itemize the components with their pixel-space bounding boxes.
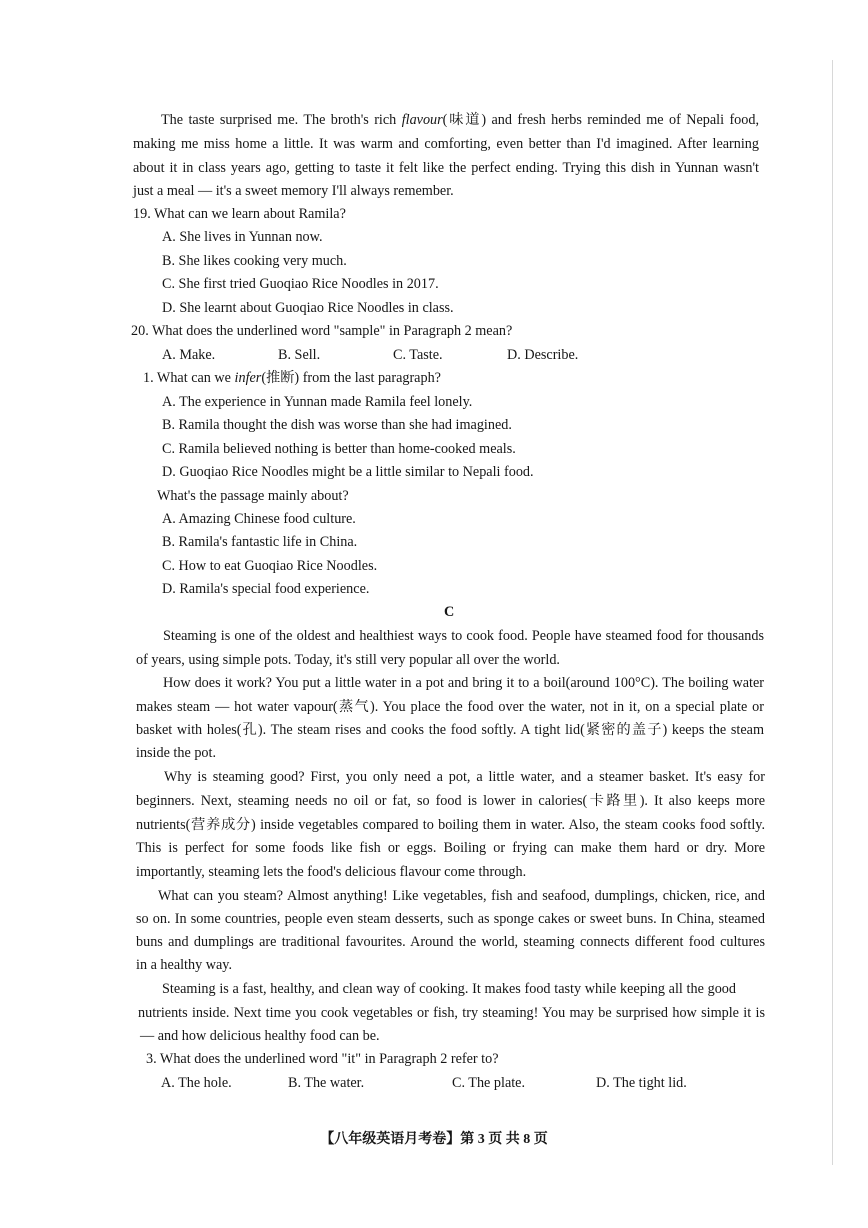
passage-c-line: basket with holes(孔). The steam rises and cooks the food softly. A tight lid(紧密的盖子) keeps the steam	[136, 722, 764, 738]
question-23-stem: 3. What does the underlined word "it" in Paragraph 2 refer to?	[146, 1051, 499, 1067]
question-22-stem: What's the passage mainly about?	[157, 488, 349, 504]
passage-c-line: in a healthy way.	[136, 957, 232, 973]
question-21-stem	[143, 369, 441, 387]
question-22-option-d: D. Ramila's special food experience.	[162, 581, 370, 597]
question-19-option-a: A. She lives in Yunnan now.	[162, 229, 323, 245]
question-22-option-a: A. Amazing Chinese food culture.	[162, 511, 356, 527]
question-23-option-b: B. The water.	[288, 1075, 365, 1091]
text-run: The taste surprised me. The broth's rich	[161, 112, 402, 128]
italic-word: infer	[234, 370, 262, 386]
question-23-option-c: C. The plate.	[452, 1075, 526, 1091]
passage-c-line: Why is steaming good? First, you only need a pot, a little water, and a steamer basket. It's easy for	[164, 769, 765, 785]
question-19-stem: 19. What can we learn about Ramila?	[133, 206, 346, 222]
question-20-option-d: D. Describe.	[507, 347, 579, 363]
passage-c-line: makes steam — hot water vapour(蒸气). You place the food over the water, not in it, on a special plate or	[136, 699, 764, 715]
text-run: (推断) from the last paragraph?	[261, 370, 441, 386]
question-20-option-a: A. Make.	[162, 347, 216, 363]
passage-c-line: buns and dumplings are traditional favourites. Around the world, steaming connects different food cultures	[136, 934, 765, 950]
text-run: (味道) and fresh herbs reminded me of Nepali food,	[442, 112, 759, 128]
passage-c-line: What can you steam? Almost anything! Like vegetables, fish and seafood, dumplings, chicken, rice, and	[158, 888, 765, 904]
text-run: 1. What can we	[143, 370, 235, 386]
page-edge-line	[832, 60, 833, 1165]
question-22-option-c: C. How to eat Guoqiao Rice Noodles.	[162, 558, 378, 574]
question-21-option-d: D. Guoqiao Rice Noodles might be a little similar to Nepali food.	[162, 464, 534, 480]
passage-c-line: nutrients inside. Next time you cook vegetables or fish, try steaming! You may be surprised how simple it is	[138, 1005, 765, 1021]
question-21-option-c: C. Ramila believed nothing is better than home-cooked meals.	[162, 441, 516, 457]
passage-b-line-2: making me miss home a little. It was warm and comforting, even better than I'd imagined. After learning	[133, 136, 759, 152]
passage-c-line: of years, using simple pots. Today, it's still very popular all over the world.	[136, 652, 560, 668]
passage-c-line: How does it work? You put a little water in a pot and bring it to a boil(around 100°C). The boiling water	[163, 675, 764, 691]
question-19-option-d: D. She learnt about Guoqiao Rice Noodles in class.	[162, 300, 454, 316]
question-20-option-c: C. Taste.	[393, 347, 443, 363]
page-footer: 【八年级英语月考卷】第 3 页 共 8 页	[320, 1132, 548, 1147]
section-c-heading: C	[444, 604, 455, 620]
question-21-option-a: A. The experience in Yunnan made Ramila feel lonely.	[162, 394, 473, 410]
question-20-option-b: B. Sell.	[278, 347, 321, 363]
passage-c-line: inside the pot.	[136, 745, 216, 761]
question-21-option-b: B. Ramila thought the dish was worse than she had imagined.	[162, 417, 512, 433]
passage-c-line: nutrients(营养成分) inside vegetables compared to boiling them in water. Also, the steam cooks food softly.	[136, 817, 765, 833]
italic-word: flavour	[401, 112, 443, 128]
passage-c-line: beginners. Next, steaming needs no oil or fat, so food is lower in calories(卡路里). It also keeps more	[136, 793, 765, 809]
question-19-option-c: C. She first tried Guoqiao Rice Noodles in 2017.	[162, 276, 439, 292]
passage-c-line: Steaming is a fast, healthy, and clean way of cooking. It makes food tasty while keeping all the good	[162, 981, 736, 997]
passage-b-line-4: just a meal — it's a sweet memory I'll always remember.	[133, 183, 454, 199]
question-20-stem: 20. What does the underlined word "sample" in Paragraph 2 mean?	[131, 323, 513, 339]
question-23-option-d: D. The tight lid.	[596, 1075, 687, 1091]
passage-c-line: so on. In some countries, people even steam desserts, such as sponge cakes or sweet buns. In China, steamed	[136, 911, 765, 927]
passage-b-line-1	[161, 111, 759, 129]
passage-c-line: This is perfect for some foods like fish or eggs. Boiling or frying can make them hard or dry. More	[136, 840, 765, 856]
passage-c-line: importantly, steaming lets the food's delicious flavour come through.	[136, 864, 527, 880]
question-19-option-b: B. She likes cooking very much.	[162, 253, 347, 269]
passage-c-line: Steaming is one of the oldest and healthiest ways to cook food. People have steamed food for thousands	[163, 628, 764, 644]
question-23-option-a: A. The hole.	[161, 1075, 232, 1091]
passage-c-line: — and how delicious healthy food can be.	[140, 1028, 380, 1044]
passage-b-line-3: about it in class years ago, getting to taste it felt like the perfect ending. Trying this dish in Yunnan wasn't	[133, 160, 759, 176]
question-22-option-b: B. Ramila's fantastic life in China.	[162, 534, 358, 550]
